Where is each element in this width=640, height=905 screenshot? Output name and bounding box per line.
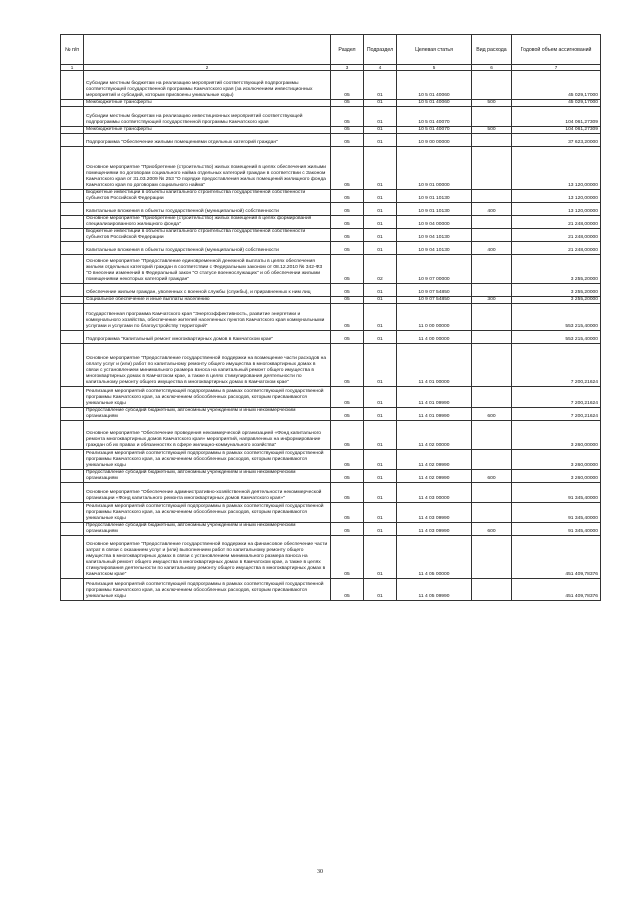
row-number	[61, 522, 84, 535]
row-podrazdel: 01	[364, 71, 397, 100]
row-podrazdel: 01	[364, 303, 397, 330]
row-number	[61, 71, 84, 100]
row-name: Социальное обеспечение и иные выплаты населению	[84, 296, 331, 303]
row-target-article: 10 5 01 40060	[397, 100, 472, 107]
row-name: Основное мероприятие "Предоставление государственной поддержки на финансовое обеспечение части затрат в связи с оказанием услуг и (или) выполнением работ по капитальному ремонту общего имущества в многоквартирных домах в связи с установлением минимального размера взноса на капитальный ремонт общего имущества в многоквартирных домах в Камчатском крае, а также в целях стимулирования деятельности по капитальному ремонту общего имущества в многоквартирных домах в Камчатском крае"	[84, 535, 331, 578]
row-number	[61, 189, 84, 202]
row-target-article: 11 4 01 00000	[397, 343, 472, 386]
row-target-article: 10 5 01 40060	[397, 71, 472, 100]
row-number	[61, 343, 84, 386]
row-number	[61, 420, 84, 449]
table-row	[61, 215, 601, 228]
row-amount: 104 061,27309	[512, 126, 601, 133]
table-row	[61, 283, 601, 296]
table-row	[61, 482, 601, 502]
row-number	[61, 228, 84, 241]
row-number	[61, 202, 84, 215]
row-razdel: 05	[331, 146, 364, 189]
row-razdel: 05	[331, 254, 364, 283]
row-amount: 3 255,20000	[512, 254, 601, 283]
row-amount: 7 200,21624	[512, 343, 601, 386]
row-name: Основное мероприятие "Предоставление единовременной денежной выплаты в целях обеспечения жильем отдельных категорий граждан в соответствии с Федеральным законом от 08.12.2010 № 342-ФЗ "О внесении изменений в Федеральный закон "О статусе военнослужащих" и об обеспечении жилыми помещениями некоторых категорий граждан"	[84, 254, 331, 283]
row-name: Государственная программа Камчатского края "Энергоэффективность, развитие энергетики и коммунального хозяйства, обеспечение жителей населенных пунктов Камчатского края коммунальными услугами и услугами по благоустройству территорий"	[84, 303, 331, 330]
row-number	[61, 330, 84, 343]
row-razdel: 05	[331, 71, 364, 100]
header-expense-type: Вид расхода	[472, 35, 512, 65]
row-amount: 13 120,00000	[512, 202, 601, 215]
row-name: Межбюджетные трансферты	[84, 100, 331, 107]
row-podrazdel: 01	[364, 133, 397, 146]
row-name: Межбюджетные трансферты	[84, 126, 331, 133]
row-expense-type	[472, 71, 512, 100]
row-target-article: 10 5 01 40070	[397, 106, 472, 126]
row-amount: 21 248,00000	[512, 241, 601, 254]
row-expense-type	[472, 254, 512, 283]
row-razdel: 05	[331, 283, 364, 296]
row-target-article: 11 4 03 09990	[397, 522, 472, 535]
row-amount: 3 255,20000	[512, 296, 601, 303]
header-name	[84, 35, 331, 65]
row-podrazdel: 01	[364, 330, 397, 343]
row-target-article: 10 5 01 40070	[397, 126, 472, 133]
row-amount: 91 345,40000	[512, 522, 601, 535]
row-amount: 91 345,40000	[512, 502, 601, 522]
table-row	[61, 146, 601, 189]
row-target-article: 11 4 01 09990	[397, 407, 472, 420]
row-amount: 45 029,17000	[512, 100, 601, 107]
column-index: 6	[472, 65, 512, 71]
row-name: Подпрограмма "Капитальный ремонт многоквартирных домов в Камчатском крае"	[84, 330, 331, 343]
row-number	[61, 303, 84, 330]
row-target-article: 11 4 02 09990	[397, 449, 472, 469]
row-target-article: 11 4 05 09990	[397, 578, 472, 600]
row-expense-type	[472, 106, 512, 126]
row-podrazdel: 01	[364, 228, 397, 241]
row-target-article: 11 4 01 09990	[397, 386, 472, 407]
table-row	[61, 241, 601, 254]
row-target-article: 11 4 02 09990	[397, 469, 472, 482]
row-expense-type	[472, 303, 512, 330]
row-razdel: 05	[331, 502, 364, 522]
row-number	[61, 146, 84, 189]
row-amount: 91 345,40000	[512, 482, 601, 502]
row-razdel: 05	[331, 303, 364, 330]
table-row	[61, 106, 601, 126]
row-podrazdel: 01	[364, 202, 397, 215]
row-target-article: 10 9 07 54850	[397, 283, 472, 296]
row-expense-type: 600	[472, 522, 512, 535]
row-podrazdel: 02	[364, 254, 397, 283]
table-row	[61, 202, 601, 215]
row-name: Подпрограмма "Обеспечение жилыми помещениями отдельных категорий граждан"	[84, 133, 331, 146]
row-podrazdel: 01	[364, 283, 397, 296]
table-row	[61, 578, 601, 600]
row-razdel: 05	[331, 296, 364, 303]
row-target-article: 11 4 03 00000	[397, 482, 472, 502]
row-podrazdel: 01	[364, 522, 397, 535]
table-row	[61, 420, 601, 449]
row-number	[61, 106, 84, 126]
row-expense-type	[472, 215, 512, 228]
row-target-article: 10 9 04 00000	[397, 215, 472, 228]
row-expense-type	[472, 283, 512, 296]
row-amount: 3 260,00000	[512, 420, 601, 449]
header-razdel: Раздел	[331, 35, 364, 65]
row-podrazdel: 01	[364, 343, 397, 386]
row-name: Реализация мероприятий соответствующей подпрограммы в рамках соответствующей государственной программы Камчатского края, за исключением обособленных расходов, которым присваиваются уникальные коды	[84, 449, 331, 469]
row-expense-type: 400	[472, 241, 512, 254]
row-podrazdel: 01	[364, 296, 397, 303]
row-amount: 21 248,00000	[512, 228, 601, 241]
row-podrazdel: 01	[364, 469, 397, 482]
table-row	[61, 254, 601, 283]
row-name: Бюджетные инвестиции в объекты капитального строительства государственной собственности субъектов Российской Федерации	[84, 189, 331, 202]
table-row	[61, 100, 601, 107]
row-target-article: 10 9 04 10130	[397, 228, 472, 241]
table-row	[61, 228, 601, 241]
row-name: Капитальные вложения в объекты государственной (муниципальной) собственности	[84, 202, 331, 215]
header-annual-amount: Годовой объем ассигнований	[512, 35, 601, 65]
page-number: 30	[317, 869, 323, 875]
column-index: 3	[331, 65, 364, 71]
row-target-article: 10 9 07 54850	[397, 296, 472, 303]
row-podrazdel: 01	[364, 146, 397, 189]
row-target-article: 11 4 02 00000	[397, 420, 472, 449]
row-number	[61, 241, 84, 254]
table-row	[61, 133, 601, 146]
table-row	[61, 343, 601, 386]
header-target-article: Целевая статья	[397, 35, 472, 65]
table-header-row	[61, 35, 601, 65]
row-razdel: 05	[331, 189, 364, 202]
row-razdel: 05	[331, 330, 364, 343]
row-podrazdel: 01	[364, 535, 397, 578]
row-expense-type	[472, 578, 512, 600]
row-amount: 13 120,00000	[512, 189, 601, 202]
row-razdel: 05	[331, 241, 364, 254]
row-expense-type	[472, 343, 512, 386]
table-row	[61, 407, 601, 420]
row-podrazdel: 01	[364, 502, 397, 522]
row-number	[61, 126, 84, 133]
row-expense-type: 300	[472, 296, 512, 303]
row-target-article: 10 9 01 00000	[397, 146, 472, 189]
row-expense-type: 400	[472, 202, 512, 215]
row-expense-type	[472, 386, 512, 407]
row-expense-type	[472, 330, 512, 343]
row-name: Предоставление субсидий бюджетным, автономным учреждениям и иным некоммерческим организациям	[84, 522, 331, 535]
row-razdel: 05	[331, 522, 364, 535]
row-target-article: 11 0 00 00000	[397, 303, 472, 330]
column-index: 2	[84, 65, 331, 71]
row-expense-type	[472, 228, 512, 241]
row-expense-type	[472, 482, 512, 502]
row-target-article: 10 9 04 10130	[397, 241, 472, 254]
row-amount: 7 200,21624	[512, 407, 601, 420]
row-name: Реализация мероприятий соответствующей подпрограммы в рамках соответствующей государственной программы Камчатского края, за исключением обособленных расходов, которым присваиваются уникальные коды	[84, 386, 331, 407]
table-row	[61, 71, 601, 100]
row-number	[61, 283, 84, 296]
row-number	[61, 215, 84, 228]
row-name: Субсидии местным бюджетам на реализацию мероприятий соответствующей подпрограммы соответствующей государственной программы Камчатского края (за исключением инвестиционных мероприятий и субсидий, которым присвоены уникальные коды)	[84, 71, 331, 100]
row-podrazdel: 01	[364, 100, 397, 107]
row-razdel: 05	[331, 100, 364, 107]
row-expense-type: 500	[472, 100, 512, 107]
row-number	[61, 535, 84, 578]
row-name: Бюджетные инвестиции в объекты капитального строительства государственной собственности субъектов Российской Федерации	[84, 228, 331, 241]
header-number: № п/п	[61, 35, 84, 65]
row-amount: 451 409,78376	[512, 535, 601, 578]
row-razdel: 05	[331, 449, 364, 469]
row-amount: 104 061,27309	[512, 106, 601, 126]
row-razdel: 05	[331, 202, 364, 215]
column-index: 1	[61, 65, 84, 71]
row-podrazdel: 01	[364, 449, 397, 469]
row-razdel: 05	[331, 578, 364, 600]
row-expense-type	[472, 146, 512, 189]
row-razdel: 05	[331, 535, 364, 578]
row-number	[61, 133, 84, 146]
header-podrazdel: Подраздел	[364, 35, 397, 65]
row-target-article: 10 9 00 00000	[397, 133, 472, 146]
row-amount: 553 215,40000	[512, 303, 601, 330]
row-podrazdel: 01	[364, 420, 397, 449]
row-number	[61, 254, 84, 283]
row-amount: 3 260,00000	[512, 449, 601, 469]
row-podrazdel: 01	[364, 407, 397, 420]
column-index: 4	[364, 65, 397, 71]
row-amount: 7 200,21624	[512, 386, 601, 407]
row-target-article: 11 4 00 00000	[397, 330, 472, 343]
row-razdel: 05	[331, 126, 364, 133]
row-name: Основное мероприятие "Приобретение (строительство) жилых помещений в целях обеспечения жилыми помещениями по договорам социального найма отдельных категорий граждан в соответствии с Законом Камчатского края от 31.03.2009 № 253 "О порядке предоставления жилых помещений жилищного фонда Камчатского края по договорам социального найма"	[84, 146, 331, 189]
row-razdel: 05	[331, 386, 364, 407]
row-razdel: 05	[331, 133, 364, 146]
table-row	[61, 522, 601, 535]
row-razdel: 05	[331, 482, 364, 502]
row-name: Обеспечение жильем граждан, уволенных с военной службы (службы), и приравненных к ним лиц	[84, 283, 331, 296]
row-podrazdel: 01	[364, 241, 397, 254]
row-expense-type: 500	[472, 126, 512, 133]
row-razdel: 05	[331, 228, 364, 241]
row-number	[61, 386, 84, 407]
row-podrazdel: 01	[364, 578, 397, 600]
row-name: Предоставление субсидий бюджетным, автономным учреждениям и иным некоммерческим организациям	[84, 407, 331, 420]
table-row	[61, 296, 601, 303]
row-podrazdel: 01	[364, 126, 397, 133]
row-razdel: 05	[331, 215, 364, 228]
row-expense-type	[472, 133, 512, 146]
row-expense-type: 600	[472, 469, 512, 482]
row-expense-type: 600	[472, 407, 512, 420]
row-amount: 451 409,78376	[512, 578, 601, 600]
row-name: Субсидии местным бюджетам на реализацию инвестиционных мероприятий соответствующей подпрограммы соответствующей государственной программы Камчатского края	[84, 106, 331, 126]
row-expense-type	[472, 189, 512, 202]
row-podrazdel: 01	[364, 215, 397, 228]
row-expense-type	[472, 420, 512, 449]
column-index: 7	[512, 65, 601, 71]
row-razdel: 05	[331, 106, 364, 126]
row-target-article: 10 9 07 00000	[397, 254, 472, 283]
row-number	[61, 469, 84, 482]
row-target-article: 11 4 05 00000	[397, 535, 472, 578]
row-number	[61, 407, 84, 420]
row-target-article: 10 9 01 10130	[397, 202, 472, 215]
row-target-article: 10 9 01 10130	[397, 189, 472, 202]
row-razdel: 05	[331, 407, 364, 420]
row-expense-type	[472, 502, 512, 522]
row-number	[61, 578, 84, 600]
row-number	[61, 482, 84, 502]
table-row	[61, 330, 601, 343]
document-sheet	[60, 34, 600, 601]
row-name: Основное мероприятие "Обеспечение проведения некоммерческой организацией «Фонд капитального ремонта многоквартирных домов Камчатского края» мероприятий, направленных на информирование граждан об их правах и обязанностях в сфере жилищно-коммунального хозяйства"	[84, 420, 331, 449]
row-name: Предоставление субсидий бюджетным, автономным учреждениям и иным некоммерческим организациям	[84, 469, 331, 482]
row-name: Основное мероприятие "Обеспечение административно-хозяйственной деятельности некоммерческой организации «Фонд капитального ремонта многоквартирных домов Камчатского края»"	[84, 482, 331, 502]
table-row	[61, 189, 601, 202]
row-amount: 37 623,20000	[512, 133, 601, 146]
row-name: Реализация мероприятий соответствующей подпрограммы в рамках соответствующей государственной программы Камчатского края, за исключением обособленных расходов, которым присваиваются уникальные коды	[84, 502, 331, 522]
row-name: Основное мероприятие "Предоставление государственной поддержки на возмещение части расходов на оплату услуг и (или) работ по капитальному ремонту общего имущества в многоквартирных домах в связи с установлением минимального размера взноса на капитальный ремонт общего имущества в многоквартирных домах в Камчатском крае, а также в целях стимулирования деятельности по капитальному ремонту общего имущества в многоквартирных домах в Камчатском крае"	[84, 343, 331, 386]
row-target-article: 11 4 03 09990	[397, 502, 472, 522]
row-amount: 21 248,00000	[512, 215, 601, 228]
row-podrazdel: 01	[364, 106, 397, 126]
table-row	[61, 469, 601, 482]
row-name: Реализация мероприятий соответствующей подпрограммы в рамках соответствующей государственной программы Камчатского края, за исключением обособленных расходов, которым присваиваются уникальные коды	[84, 578, 331, 600]
row-expense-type	[472, 449, 512, 469]
row-razdel: 05	[331, 343, 364, 386]
row-razdel: 05	[331, 469, 364, 482]
row-expense-type	[472, 535, 512, 578]
table-row	[61, 303, 601, 330]
table-body	[61, 71, 601, 601]
row-number	[61, 100, 84, 107]
row-name: Основное мероприятие "Приобретение (строительство) жилых помещений в целях формирования специализированного жилищного фонда"	[84, 215, 331, 228]
row-amount: 553 215,40000	[512, 330, 601, 343]
table-row	[61, 449, 601, 469]
row-podrazdel: 01	[364, 482, 397, 502]
table-row	[61, 126, 601, 133]
column-index: 5	[397, 65, 472, 71]
row-number	[61, 449, 84, 469]
row-amount: 13 120,00000	[512, 146, 601, 189]
table-row	[61, 502, 601, 522]
row-number	[61, 502, 84, 522]
row-amount: 3 255,20000	[512, 283, 601, 296]
table-row	[61, 535, 601, 578]
table-row	[61, 386, 601, 407]
row-podrazdel: 01	[364, 189, 397, 202]
row-amount: 3 260,00000	[512, 469, 601, 482]
row-razdel: 05	[331, 420, 364, 449]
row-podrazdel: 01	[364, 386, 397, 407]
row-amount: 45 029,17000	[512, 71, 601, 100]
row-name: Капитальные вложения в объекты государственной (муниципальной) собственности	[84, 241, 331, 254]
row-number	[61, 296, 84, 303]
budget-table	[60, 34, 601, 601]
